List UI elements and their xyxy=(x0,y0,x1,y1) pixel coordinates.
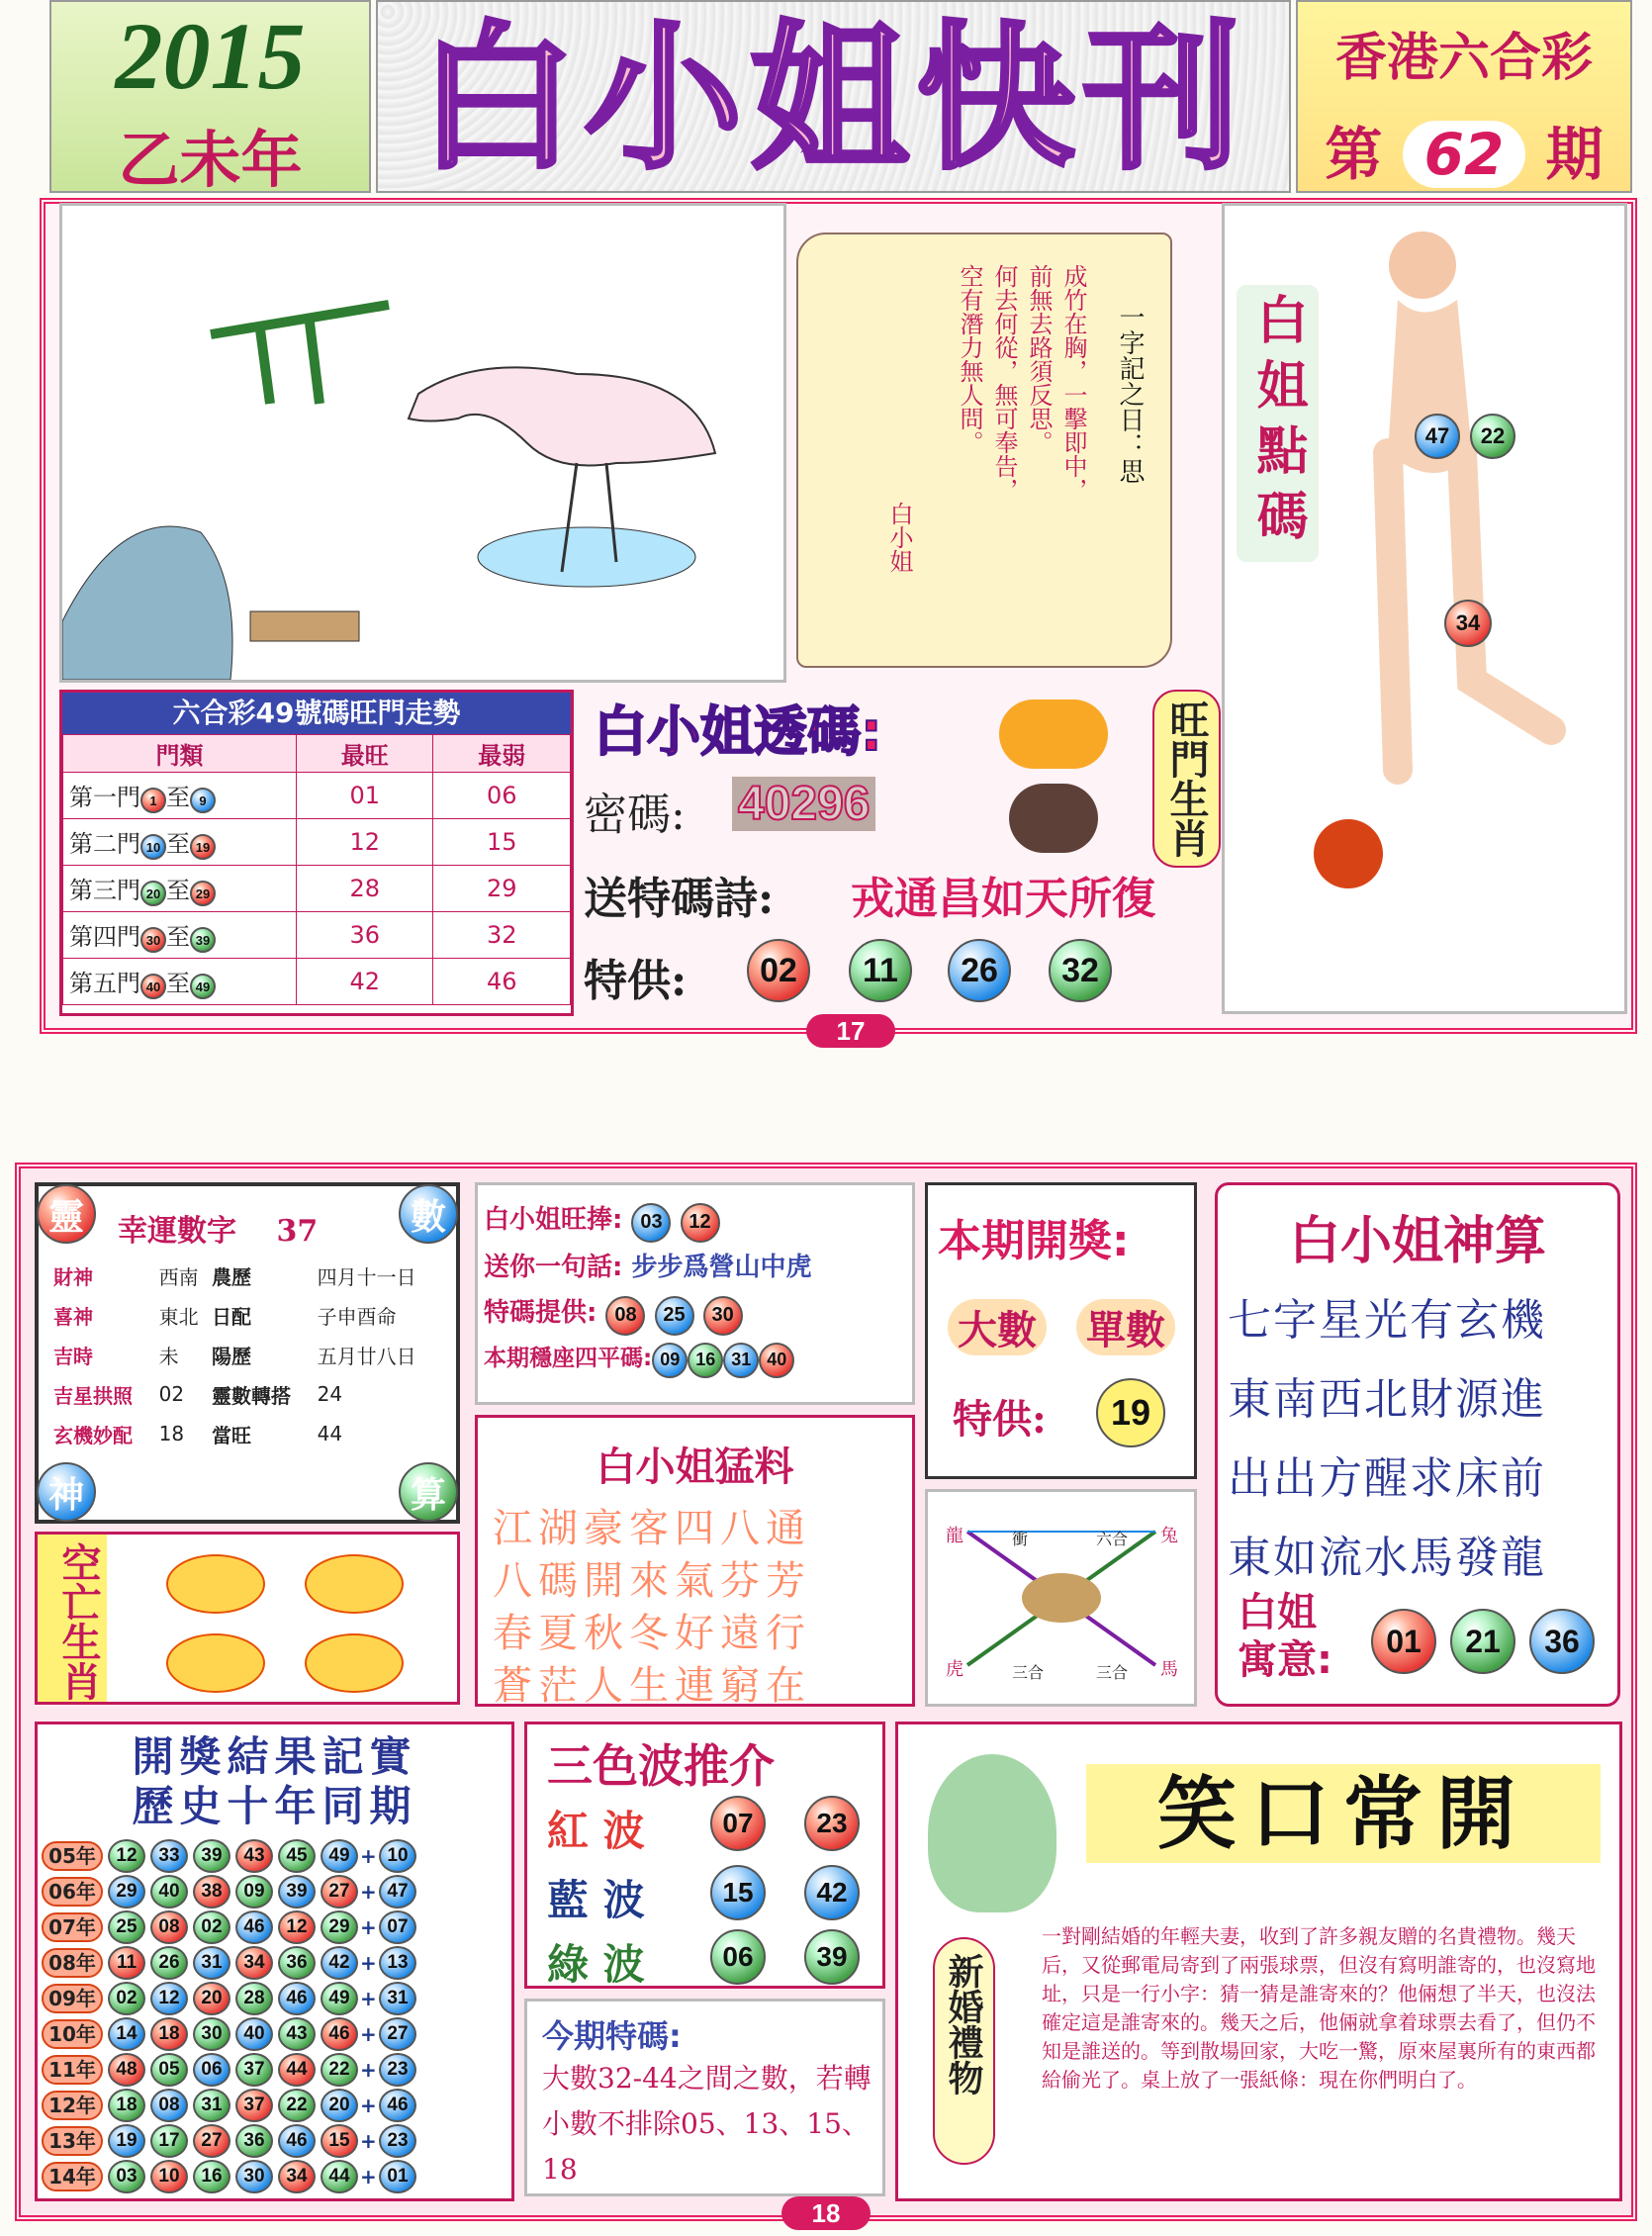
poem-line-1: 成竹在胸，一擊即中， xyxy=(1059,264,1087,502)
door-name: 第一門 xyxy=(69,783,140,811)
lucky-panel xyxy=(35,1182,460,1524)
max-cell: 01 xyxy=(296,773,433,819)
wang-ball: 30 xyxy=(703,1296,743,1336)
to-word: 至 xyxy=(166,969,190,997)
special-ball: 32 xyxy=(1049,939,1112,1002)
year-label: 12年 xyxy=(42,2091,103,2120)
sanse-ball: 07 xyxy=(710,1796,766,1851)
history-ball: 25 xyxy=(108,1910,145,1944)
history-ball: 17 xyxy=(150,2124,188,2158)
plus-sign: + xyxy=(360,2022,377,2046)
history-ball: 09 xyxy=(235,1875,273,1909)
sanse-red-label: 紅 波 xyxy=(547,1807,645,1855)
shen-title: 白小姐神算 xyxy=(1288,1212,1546,1271)
joke-title: 笑口常開 xyxy=(1086,1764,1601,1863)
history-ball: 06 xyxy=(193,2053,230,2087)
shen-line: 七字星光有玄機 xyxy=(1228,1295,1546,1346)
history-ball: 40 xyxy=(150,1875,188,1909)
compass-label: 兔 xyxy=(1160,1526,1178,1546)
compass-panel xyxy=(925,1489,1197,1707)
title: 白小姐快刊 xyxy=(417,5,1249,191)
history-ball: 31 xyxy=(379,1982,416,2015)
table-row: 玄機妙配 18 當旺 44 xyxy=(53,1422,343,1447)
table-row xyxy=(42,2123,416,2159)
history-ball: 22 xyxy=(278,2089,316,2122)
max-cell: 36 xyxy=(296,912,433,959)
col-header: 門類 xyxy=(63,735,297,773)
history-ball: 43 xyxy=(235,1839,273,1873)
history-panel xyxy=(35,1722,514,2201)
compass-label: 虎 xyxy=(946,1659,964,1680)
meng-line: 春夏秋冬好遠行 xyxy=(493,1611,811,1656)
to-word: 至 xyxy=(166,876,190,904)
crane-icon xyxy=(62,206,783,680)
to-word: 至 xyxy=(166,783,190,811)
wang-label: 旺門生肖 xyxy=(1152,690,1221,868)
door-name: 第三門 xyxy=(69,876,140,904)
wang-ball: 16 xyxy=(688,1343,723,1378)
monkey-icon xyxy=(166,1633,265,1693)
history-ball: 13 xyxy=(379,1946,416,1980)
issue-suffix: 期 xyxy=(1545,121,1604,188)
history-ball: 10 xyxy=(379,1839,416,1873)
poem-scroll xyxy=(796,233,1172,668)
table-row xyxy=(42,1945,416,1981)
history-ball: 22 xyxy=(321,2053,358,2087)
history-ball: 20 xyxy=(193,1982,230,2015)
sanse-blue-label: 藍 波 xyxy=(547,1876,645,1924)
history-ball: 19 xyxy=(108,2124,145,2158)
history-ball: 45 xyxy=(278,1839,316,1873)
history-ball: 46 xyxy=(278,2124,316,2158)
history-ball: 18 xyxy=(108,2089,145,2122)
bikini-ball-3: 34 xyxy=(1444,600,1492,647)
mi-label: 密碼: xyxy=(584,790,686,840)
min-cell: 06 xyxy=(433,773,571,819)
history-ball: 47 xyxy=(379,1875,416,1909)
history-ball: 18 xyxy=(150,2017,188,2051)
poem-signature: 白小姐 xyxy=(885,502,913,573)
min-cell: 46 xyxy=(433,959,571,1005)
shen-ball: 01 xyxy=(1371,1609,1436,1674)
jinqi-panel xyxy=(524,1999,885,2196)
lucky-title xyxy=(118,1206,318,1250)
history-ball: 12 xyxy=(108,1839,145,1873)
kai-special-label: 特供: xyxy=(953,1396,1047,1443)
history-ball: 11 xyxy=(108,1946,145,1980)
history-ball: 49 xyxy=(321,1982,358,2015)
bikini-ball-1: 47 xyxy=(1415,414,1460,459)
year-label: 14年 xyxy=(42,2162,103,2191)
meng-line: 蒼茫人生連窮在 xyxy=(493,1663,811,1709)
table-row xyxy=(63,912,571,959)
history-ball: 27 xyxy=(321,1875,358,1909)
shen-line: 東如流水馬發龍 xyxy=(1228,1533,1546,1583)
kai-opt-big: 大數 xyxy=(948,1299,1047,1355)
history-ball: 39 xyxy=(193,1839,230,1873)
meng-liao-panel xyxy=(475,1415,915,1707)
table-row xyxy=(42,1838,416,1874)
plus-sign: + xyxy=(360,1915,377,1939)
plus-sign: + xyxy=(360,1951,377,1975)
table-row: 財神 西南 農歷 四月十一日 xyxy=(53,1264,416,1289)
wang-ball: 12 xyxy=(681,1203,720,1243)
bird-illustration xyxy=(59,203,786,683)
history-ball: 23 xyxy=(379,2124,416,2158)
max-cell: 42 xyxy=(296,959,433,1005)
history-ball: 12 xyxy=(150,1982,188,2015)
history-ball: 16 xyxy=(193,2160,230,2193)
corner-ling: 靈 xyxy=(37,1184,96,1244)
jinqi-title: 今期特碼: xyxy=(542,2017,682,2055)
year-label: 11年 xyxy=(42,2055,103,2085)
plus-sign: + xyxy=(360,2058,377,2082)
wang-peng-panel xyxy=(475,1182,915,1405)
max-cell: 28 xyxy=(296,866,433,912)
history-ball: 08 xyxy=(150,2089,188,2122)
history-ball: 37 xyxy=(235,2089,273,2122)
history-ball: 38 xyxy=(193,1875,230,1909)
trend-title: 六合彩49號碼旺門走勢 xyxy=(62,693,571,734)
table-row xyxy=(63,773,571,819)
table-row xyxy=(63,819,571,866)
wang-ball: 40 xyxy=(759,1343,794,1378)
history-ball: 34 xyxy=(235,1946,273,1980)
table-row xyxy=(63,866,571,912)
poem-title: 一字記之日：思 xyxy=(1115,304,1145,484)
history-ball: 05 xyxy=(150,2053,188,2087)
history-title-1: 開獎結果記實 xyxy=(132,1732,417,1781)
door-to: 49 xyxy=(190,974,216,999)
door-name: 第四門 xyxy=(69,922,140,951)
plus-sign: + xyxy=(360,2129,377,2153)
lucky-table xyxy=(53,1256,449,1453)
joke-text: 一對剛結婚的年輕夫妻，收到了許多親友贈的名貴禮物。幾天后，又從郵電局寄到了兩張球票，但沒有寫明誰寄的，也沒寫地址，只是一行小字：猜一猜是誰寄來的？他倆想了半天，也沒法確定這是誰寄來的。幾天之后，他倆就拿着球票去看了，但仍不知是誰送的。等到散場回家，大吃一驚，原來屋裏所有的東西都給偷光了。桌上放了一張紙條：現在你們明白了。 xyxy=(1042,1924,1596,2092)
issue-number: 62 xyxy=(1403,121,1526,188)
history-ball: 23 xyxy=(379,2053,416,2087)
joke-panel xyxy=(895,1722,1622,2201)
special-ball: 02 xyxy=(747,939,810,1002)
sanse-ball: 06 xyxy=(710,1929,766,1985)
wang-label-3: 特碼提供: xyxy=(484,1298,597,1328)
compass-label: 衝 xyxy=(1012,1530,1029,1548)
history-ball: 44 xyxy=(278,2053,316,2087)
page-number-top: 17 xyxy=(806,1014,895,1048)
year-label: 10年 xyxy=(42,2019,103,2049)
col-header: 最弱 xyxy=(433,735,571,773)
sanse-ball: 23 xyxy=(804,1796,860,1851)
history-ball: 27 xyxy=(379,2017,416,2051)
poem-line-2: 前無去路須反思。 xyxy=(1025,264,1053,454)
tiger-icon xyxy=(999,699,1108,769)
table-row: 吉時 未 陽歷 五月廿八日 xyxy=(53,1344,416,1368)
table-row xyxy=(42,2016,416,2052)
history-ball: 39 xyxy=(278,1875,316,1909)
poem-line-4: 空有潛力無人問。 xyxy=(956,264,983,454)
wang-saying: 步步爲營山中虎 xyxy=(631,1253,812,1282)
shen-label: 白姐寓意: xyxy=(1238,1590,1332,1683)
wang-ball: 25 xyxy=(655,1296,694,1336)
poem-value: 戎通昌如天所復 xyxy=(851,874,1155,924)
sanse-green-label: 綠 波 xyxy=(547,1940,645,1989)
history-ball: 46 xyxy=(235,1910,273,1944)
history-ball: 31 xyxy=(193,1946,230,1980)
table-row: 喜神 東北 日配 子申酉命 xyxy=(53,1304,397,1329)
history-ball: 46 xyxy=(321,2017,358,2051)
history-ball: 07 xyxy=(379,1910,416,1944)
sanse-ball: 15 xyxy=(710,1865,766,1920)
door-name: 第二門 xyxy=(69,829,140,858)
shen-ball: 21 xyxy=(1450,1609,1515,1674)
door-from: 30 xyxy=(140,927,166,953)
kai-jiang-panel xyxy=(925,1182,1197,1479)
poem-label: 送特碼詩: xyxy=(584,874,775,924)
kai-title: 本期開獎: xyxy=(938,1216,1130,1266)
sanse-ball: 39 xyxy=(804,1929,860,1985)
history-ball: 02 xyxy=(193,1910,230,1944)
history-ball: 08 xyxy=(150,1910,188,1944)
min-cell: 29 xyxy=(433,866,571,912)
table-row xyxy=(42,1874,416,1910)
history-ball: 03 xyxy=(108,2160,145,2193)
kai-special-ball: 19 xyxy=(1096,1378,1165,1447)
history-ball: 46 xyxy=(278,1982,316,2015)
year-label: 06年 xyxy=(42,1877,103,1907)
jinqi-text: 大數32-44之間之數，若轉小數不排除05、13、15、18 xyxy=(542,2062,872,2186)
poem-line-3: 何去何從，無可奉告， xyxy=(990,264,1018,502)
kong-label: 空亡生肖 xyxy=(38,1535,107,1702)
trend-table xyxy=(62,734,571,1005)
door-to: 19 xyxy=(190,834,216,860)
to-word: 至 xyxy=(166,922,190,951)
joke-side: 新婚禮物 xyxy=(933,1937,995,2165)
compass-label: 六合 xyxy=(1096,1530,1129,1548)
history-ball: 43 xyxy=(278,2017,316,2051)
history-ball: 27 xyxy=(193,2124,230,2158)
history-ball: 42 xyxy=(321,1946,358,1980)
table-row: 吉星拱照 02 靈數轉搭 24 xyxy=(53,1382,343,1408)
door-from: 1 xyxy=(140,788,166,813)
history-ball: 44 xyxy=(321,2160,358,2193)
history-ball: 40 xyxy=(235,2017,273,2051)
min-cell: 32 xyxy=(433,912,571,959)
compass-label: 龍 xyxy=(946,1526,964,1546)
door-from: 10 xyxy=(140,834,166,860)
history-ball: 20 xyxy=(321,2089,358,2122)
wang-ball: 31 xyxy=(723,1343,759,1378)
shen-suan-panel xyxy=(1215,1182,1620,1707)
sanse-title: 三色波推介 xyxy=(547,1739,775,1793)
history-ball: 14 xyxy=(108,2017,145,2051)
rat-icon xyxy=(166,1554,265,1614)
special-label: 特供: xyxy=(584,956,688,1006)
history-ball: 33 xyxy=(150,1839,188,1873)
model-figure xyxy=(1225,206,1624,1011)
sanse-panel xyxy=(524,1722,885,1989)
wang-ball: 03 xyxy=(631,1203,671,1243)
table-row xyxy=(42,2052,416,2088)
plus-sign: + xyxy=(360,2165,377,2189)
rich-man-icon xyxy=(928,1754,1056,1912)
meng-line: 八碼開來氣芬芳 xyxy=(493,1558,811,1604)
history-title-2: 歷史十年同期 xyxy=(132,1782,417,1830)
history-ball: 30 xyxy=(193,2017,230,2051)
special-ball: 26 xyxy=(948,939,1011,1002)
history-ball: 46 xyxy=(379,2089,416,2122)
year-label: 08年 xyxy=(42,1948,103,1978)
issue xyxy=(1298,108,1630,191)
door-to: 9 xyxy=(190,788,216,813)
wang-label-4: 本期穩座四平碼: xyxy=(484,1346,653,1371)
history-ball: 30 xyxy=(235,2160,273,2193)
kai-opt-odd: 單數 xyxy=(1076,1299,1175,1355)
meng-title: 白小姐猛料 xyxy=(596,1444,794,1490)
door-to: 39 xyxy=(190,927,216,953)
sidebar-title: 白姐點碼 xyxy=(1237,285,1319,562)
lucky-title-text: 幸運數字 xyxy=(118,1214,236,1249)
history-ball: 28 xyxy=(235,1982,273,2015)
tou-title: 白小姐透碼: xyxy=(594,700,882,763)
history-ball: 10 xyxy=(150,2160,188,2193)
tou-ma-section xyxy=(584,690,1217,1016)
history-ball: 34 xyxy=(278,2160,316,2193)
horse-icon xyxy=(305,1554,404,1614)
wang-ball: 08 xyxy=(605,1296,645,1336)
door-name: 第五門 xyxy=(69,969,140,997)
issue-prefix: 第 xyxy=(1325,121,1383,188)
history-rows xyxy=(42,1838,416,2194)
compass-arrows xyxy=(928,1492,1194,1704)
wang-ball: 09 xyxy=(652,1343,688,1378)
table-row xyxy=(63,959,571,1005)
corner-shen: 神 xyxy=(37,1462,96,1522)
rooster-icon xyxy=(1314,819,1383,888)
issue-box xyxy=(1296,0,1632,193)
compass-label: 三合 xyxy=(1096,1663,1129,1682)
year-label: 05年 xyxy=(42,1841,103,1871)
year-box xyxy=(49,0,371,196)
table-row xyxy=(42,2159,416,2194)
corner-shu: 數 xyxy=(399,1184,458,1244)
wang-label-1: 白小姐旺捧: xyxy=(484,1205,623,1235)
lottery-name: 香港六合彩 xyxy=(1334,29,1593,88)
history-ball: 29 xyxy=(108,1875,145,1909)
to-word: 至 xyxy=(166,829,190,858)
table-row xyxy=(42,2088,416,2123)
bikini-ball-2: 22 xyxy=(1470,414,1515,459)
min-cell: 15 xyxy=(433,819,571,866)
plus-sign: + xyxy=(360,1880,377,1904)
corner-suan: 算 xyxy=(399,1462,458,1522)
table-row xyxy=(42,1981,416,2016)
plus-sign: + xyxy=(360,2094,377,2117)
table-row xyxy=(42,1910,416,1945)
page-number-bottom: 18 xyxy=(781,2196,871,2230)
trend-table-panel xyxy=(59,690,574,1016)
year-label: 07年 xyxy=(42,1912,103,1942)
lucky-number: 37 xyxy=(276,1214,319,1249)
kong-wang-panel xyxy=(35,1532,460,1705)
history-ball: 31 xyxy=(193,2089,230,2122)
door-from: 20 xyxy=(140,881,166,906)
compass-label: 馬 xyxy=(1160,1659,1178,1680)
history-ball: 15 xyxy=(321,2124,358,2158)
year-label: 13年 xyxy=(42,2126,103,2156)
mi-value: 40296 xyxy=(732,777,875,831)
history-ball: 36 xyxy=(235,2124,273,2158)
year-name: 乙未年 xyxy=(118,124,303,196)
model-panel xyxy=(1222,203,1627,1014)
year: 2015 xyxy=(115,3,306,109)
history-ball: 36 xyxy=(278,1946,316,1980)
sanse-ball: 42 xyxy=(804,1865,860,1920)
sheep-icon xyxy=(1009,784,1098,853)
history-ball: 12 xyxy=(278,1910,316,1944)
door-to: 29 xyxy=(190,881,216,906)
compass-label: 三合 xyxy=(1012,1663,1045,1682)
year-label: 09年 xyxy=(42,1984,103,2013)
special-ball: 11 xyxy=(849,939,912,1002)
history-ball: 02 xyxy=(108,1982,145,2015)
meng-line: 江湖豪客四八通 xyxy=(493,1506,811,1551)
plus-sign: + xyxy=(360,1987,377,2010)
shen-line: 東南西北財源進 xyxy=(1228,1374,1546,1425)
history-ball: 29 xyxy=(321,1910,358,1944)
history-ball: 49 xyxy=(321,1839,358,1873)
wang-label-2: 送你一句話: xyxy=(484,1253,623,1282)
masthead xyxy=(376,0,1291,193)
shen-line: 出出方醒求床前 xyxy=(1228,1453,1546,1504)
history-ball: 26 xyxy=(150,1946,188,1980)
plus-sign: + xyxy=(360,1844,377,1868)
history-ball: 01 xyxy=(379,2160,416,2193)
col-header: 最旺 xyxy=(296,735,433,773)
pig-icon xyxy=(305,1633,404,1693)
door-from: 40 xyxy=(140,974,166,999)
max-cell: 12 xyxy=(296,819,433,866)
shen-ball: 36 xyxy=(1529,1609,1595,1674)
history-ball: 48 xyxy=(108,2053,145,2087)
history-ball: 37 xyxy=(235,2053,273,2087)
